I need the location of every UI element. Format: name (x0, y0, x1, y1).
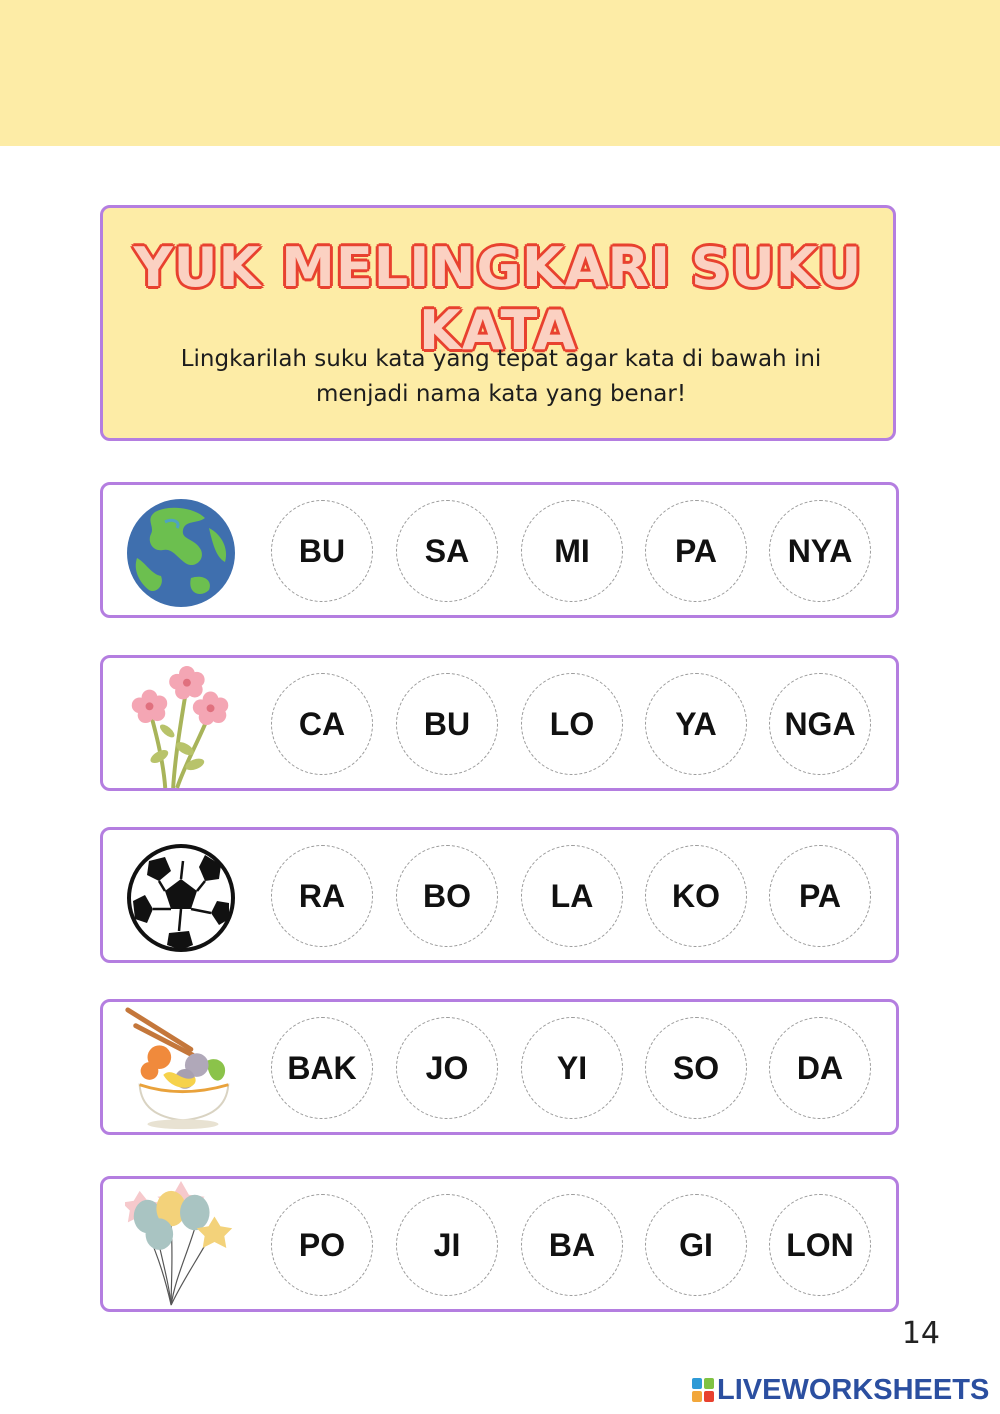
syllable-option[interactable]: NYA (769, 500, 871, 602)
syllable-option[interactable]: KO (645, 845, 747, 947)
syllable-option[interactable]: LA (521, 845, 623, 947)
syllable-option[interactable]: BAK (271, 1017, 373, 1119)
exercise-row-1 (100, 482, 899, 618)
syllable-option[interactable]: RA (271, 845, 373, 947)
syllable-option[interactable]: MI (521, 500, 623, 602)
liveworksheets-mark-icon (692, 1378, 714, 1402)
syllable-option[interactable]: SA (396, 500, 498, 602)
syllable-option[interactable]: YA (645, 673, 747, 775)
instruction-panel (100, 205, 896, 441)
syllable-option[interactable]: PO (271, 1194, 373, 1296)
syllable-option[interactable]: CA (271, 673, 373, 775)
liveworksheets-logo[interactable] (692, 1374, 989, 1406)
exercise-row-2 (100, 655, 899, 791)
exercise-row-4 (100, 999, 899, 1135)
syllable-option[interactable]: LON (769, 1194, 871, 1296)
syllable-option[interactable]: DA (769, 1017, 871, 1119)
meatball-noodle-bowl-icon (125, 1006, 237, 1134)
syllable-option[interactable]: YI (521, 1017, 623, 1119)
exercise-row-5 (100, 1176, 899, 1312)
syllable-option[interactable]: GI (645, 1194, 747, 1296)
earth-globe-icon (125, 498, 237, 608)
syllable-option[interactable]: LO (521, 673, 623, 775)
syllable-option[interactable]: SO (645, 1017, 747, 1119)
syllable-option[interactable]: BO (396, 845, 498, 947)
top-color-band (0, 0, 1000, 146)
syllable-option[interactable]: BU (271, 500, 373, 602)
soccer-ball-icon (125, 843, 237, 953)
worksheet-title: YUK MELINGKARI SUKU KATA (133, 236, 863, 362)
brand-name: LIVEWORKSHEETS (717, 1373, 990, 1406)
syllable-option[interactable]: BU (396, 673, 498, 775)
instructions-text (143, 342, 859, 412)
exercise-row-3 (100, 827, 899, 963)
balloons-icon (125, 1181, 237, 1309)
syllable-option[interactable]: PA (769, 845, 871, 947)
instructions-line-2: menjadi nama kata yang benar! (315, 381, 687, 407)
syllable-option[interactable]: NGA (769, 673, 871, 775)
syllable-option[interactable]: JI (396, 1194, 498, 1296)
syllable-option[interactable]: BA (521, 1194, 623, 1296)
syllable-option[interactable]: JO (396, 1017, 498, 1119)
page-number: 14 (901, 1316, 940, 1351)
instructions-line-1: Lingkarilah suku kata yang tepat agar kata di bawah ini (180, 346, 822, 372)
pink-flowers-icon (125, 662, 237, 790)
syllable-option[interactable]: PA (645, 500, 747, 602)
